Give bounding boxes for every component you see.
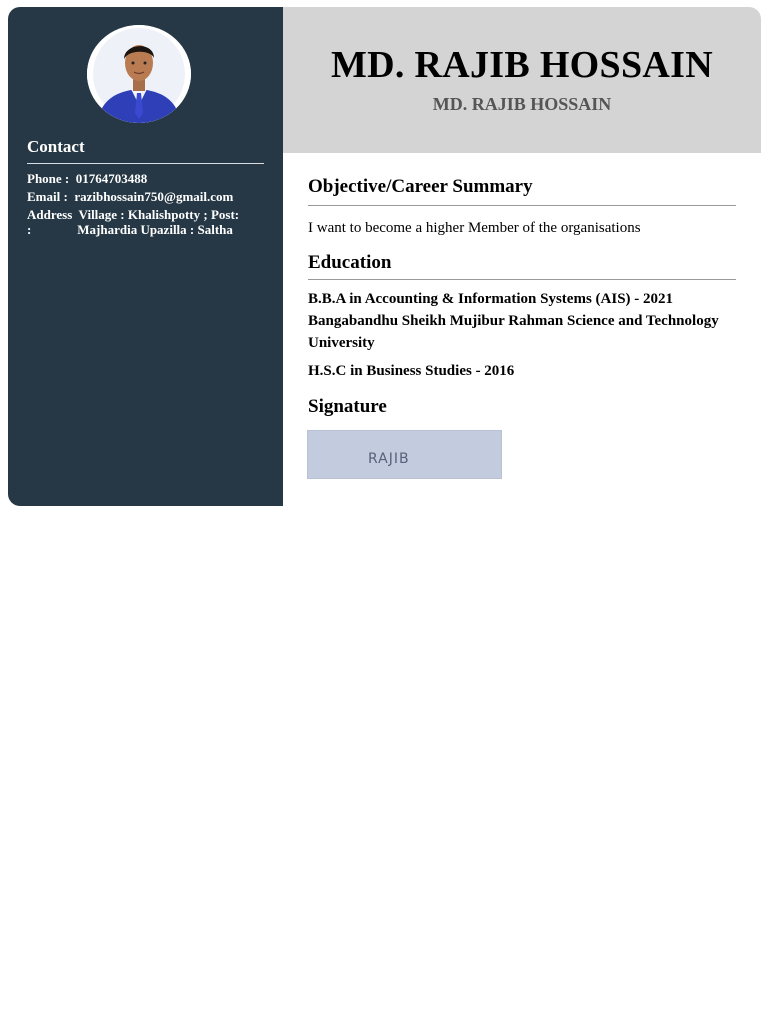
education-degree: H.S.C in Business Studies - 2016 bbox=[308, 363, 515, 379]
contact-divider bbox=[27, 163, 264, 164]
person-portrait-icon bbox=[87, 25, 191, 123]
education-item bbox=[308, 360, 743, 382]
signature-image bbox=[307, 430, 502, 479]
address-line-1: Village : Khalishpotty ; Post: bbox=[78, 207, 240, 222]
sidebar bbox=[8, 7, 283, 506]
email-label: Email : bbox=[27, 189, 68, 204]
education-title: Education bbox=[308, 252, 392, 273]
education-item bbox=[308, 288, 743, 354]
resume bbox=[8, 7, 761, 506]
education-institution: Bangabandhu Sheikh Mujibur Rahman Science and Technology University bbox=[308, 313, 719, 351]
education-degree: B.B.A in Accounting & Information Systems (AIS) - 2021 bbox=[308, 291, 674, 307]
header bbox=[283, 7, 761, 153]
objective-text: I want to become a higher Member of the organisations bbox=[308, 220, 641, 236]
handwritten-signature bbox=[308, 431, 501, 478]
address-row bbox=[27, 207, 239, 222]
main-content bbox=[283, 7, 761, 506]
education-divider bbox=[308, 279, 736, 280]
contact-title: Contact bbox=[27, 137, 85, 156]
objective-divider bbox=[308, 205, 736, 206]
email-value: razibhossain750@gmail.com bbox=[74, 189, 234, 204]
subtitle-name: MD. RAJIB HOSSAIN bbox=[432, 94, 612, 114]
signature-text: RAJIB bbox=[368, 451, 410, 467]
phone-label: Phone : bbox=[27, 171, 70, 186]
phone-value: 01764703488 bbox=[75, 171, 148, 186]
email-row bbox=[27, 189, 233, 204]
phone-row bbox=[27, 171, 147, 186]
address-label: Address bbox=[27, 207, 73, 222]
address-line-2: Majhardia Upazilla : Saltha bbox=[77, 222, 233, 237]
address-colon: : bbox=[27, 222, 32, 237]
address-row-2 bbox=[27, 222, 233, 237]
objective-title: Objective/Career Summary bbox=[308, 176, 533, 197]
full-name: MD. RAJIB HOSSAIN bbox=[331, 44, 713, 86]
profile-photo bbox=[87, 25, 191, 123]
signature-title: Signature bbox=[308, 396, 387, 417]
